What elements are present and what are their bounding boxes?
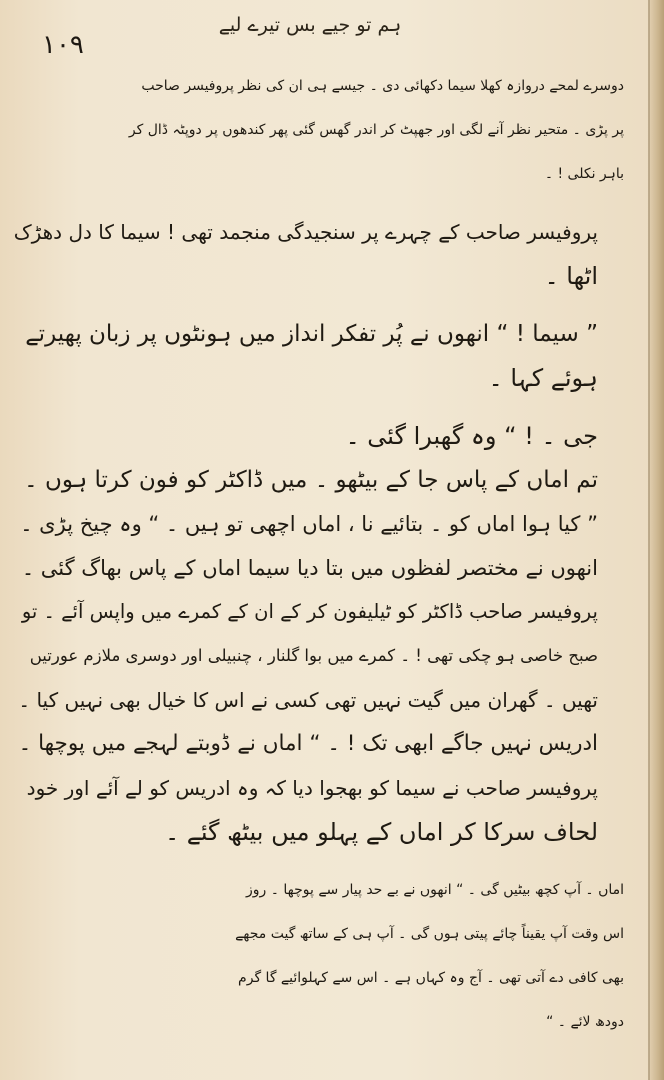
text-line: دوسرے لمحے دروازہ کھلا سیما دکھائی دی ۔ جیسے ہی ان کی نظر پروفیسر صاحب <box>141 78 624 94</box>
running-head: ہم تو جیے بس تیرے لیے <box>218 14 402 36</box>
text-line: پروفیسر صاحب کے چہرے پر سنجیدگی منجمد تھی ! سیما کا دل دھڑک <box>13 220 598 244</box>
paragraph <box>13 210 624 298</box>
page-edge-shadow <box>648 0 664 1080</box>
text-line: ” کیا ہوا اماں کو ۔ بتائیے نا ، اماں اچھی تو ہیں ۔ “ وہ چیخ پڑی ۔ <box>20 512 598 536</box>
text-line: ” سیما ! “ انھوں نے پُر تفکر انداز میں ہونٹوں پر زبان پھیرتے <box>25 321 598 347</box>
text-line: لحاف سرکا کر اماں کے پہلو میں بیٹھ گئے ۔ <box>165 818 598 846</box>
text-line: پروفیسر صاحب نے سیما کو بھجوا دیا کہ وہ ادریس کو لے آئے اور خود <box>26 776 598 800</box>
text-line: ہوئے کہا ۔ <box>488 364 598 392</box>
text-line: تم اماں کے پاس جا کے بیٹھو ۔ میں ڈاکٹر کو فون کرتا ہوں ۔ <box>24 467 598 493</box>
page-number: ۱۰۹ <box>42 30 84 60</box>
paragraph <box>38 868 624 1044</box>
paragraph <box>38 64 624 196</box>
text-line: دودھ لائے ۔ “ <box>546 1014 624 1030</box>
text-line: تھیں ۔ گھران میں گیت نہیں تھی کسی نے اس کا خیال بھی نہیں کیا ۔ <box>18 688 598 712</box>
text-line: جی ۔ ! “ وہ گھبرا گئی ۔ <box>345 422 598 450</box>
body-text <box>13 64 624 1044</box>
text-line: اٹھا ۔ <box>544 262 598 290</box>
text-line: بھی کافی دے آتی تھی ۔ آج وہ کہاں ہے ۔ اس سے کہلوائیے گا گرم <box>238 970 624 986</box>
text-line: پروفیسر صاحب ڈاکٹر کو ٹیلیفون کر کے ان کے کمرے میں واپس آئے ۔ تو <box>21 600 598 623</box>
text-line: ادریس نہیں جاگے ابھی تک ! ۔ “ اماں نے ڈوبتے لہجے میں پوچھا ۔ <box>18 731 598 756</box>
paragraph <box>18 414 624 854</box>
paragraph <box>25 312 624 400</box>
text-line: باہر نکلی ! ۔ <box>544 166 624 182</box>
text-line: اس وقت آپ یقیناً چائے پیتی ہوں گی ۔ آپ ہی کے ساتھ گیت مجھے <box>235 926 624 942</box>
text-line: صبح خاصی ہو چکی تھی ! ۔ کمرے میں بوا گلنار ، چنبیلی اور دوسری ملازم عورتیں <box>29 646 598 665</box>
text-line: انھوں نے مختصر لفظوں میں بتا دیا سیما اماں کے پاس بھاگ گئی ۔ <box>21 556 598 580</box>
text-line: اماں ۔ آپ کچھ بیٹیں گی ۔ “ انھوں نے بے حد پیار سے پوچھا ۔ روز <box>246 882 624 898</box>
text-line: پر پڑی ۔ متحیر نظر آنے لگی اور جھپٹ کر اندر گھس گئی پھر کندھوں پر دوپٹہ ڈال کر <box>128 122 624 138</box>
